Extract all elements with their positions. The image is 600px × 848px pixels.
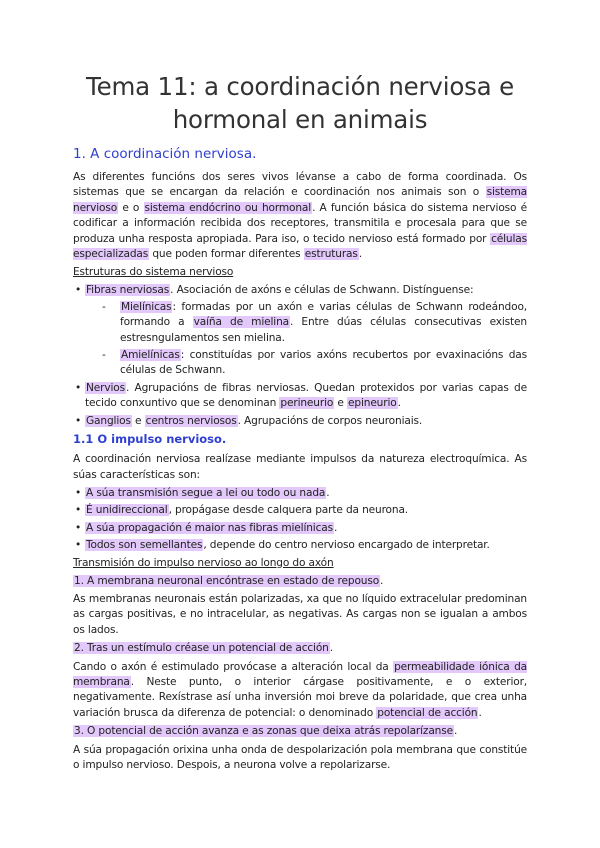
text: e (131, 414, 145, 427)
highlight: 3. O potencial de acción avanza e as zonas que deixa atrás repolarízanse (74, 725, 453, 738)
text: , depende do centro nervioso encargado de interpretar. (203, 539, 490, 552)
list-item (73, 381, 527, 412)
highlight: É unidireccional (86, 504, 168, 517)
text: . (478, 706, 482, 719)
step-3-paragraph: A súa propagación orixina unha onda de despolarización pola membrana que constitúe o impulso nervioso. Despois, a neurona volve a repolarizarse. (73, 743, 527, 771)
list-item (98, 348, 527, 379)
structures-list (73, 283, 527, 429)
step-2-paragraph (73, 660, 527, 722)
step-3-heading (73, 724, 527, 739)
text: . Asociación de axóns e células de Schwann. Distínguense: (170, 284, 474, 297)
text: Cando o axón é estimulado provócase a alteración local da (73, 660, 394, 673)
impulse-intro: A coordinación nerviosa realízase mediante impulsos da natureza electroquímica. As súas características son: (73, 453, 527, 481)
highlight: sistema nervioso (73, 186, 527, 214)
highlight: perineurio (280, 397, 334, 410)
highlight: Mielínicas (121, 300, 172, 313)
highlight: epineurio (348, 397, 397, 410)
list-item (73, 503, 527, 518)
list-item (73, 486, 527, 501)
structures-heading: Estruturas do sistema nervioso (73, 266, 234, 279)
text: . (397, 397, 401, 410)
text: . A función básica do sistema nervioso é codificar a información recibida dos receptores, transmitila e procesala para que se produza unha resposta apropiada. Para iso, o tecido nervioso está formado por (73, 201, 527, 245)
highlight: A súa transmisión segue a lei ou todo ou nada (86, 486, 326, 499)
step-1-paragraph: As membranas neuronais están polarizadas, xa que no líquido extracelular predominan as cargas positivas, e no intracelular, as negativas. As cargas non se igualan a ambos os lados. (73, 592, 527, 636)
highlight: Todos son semellantes (86, 539, 203, 552)
text: . (358, 248, 362, 261)
highlight: Ganglios (86, 414, 131, 427)
highlight: células especializadas (73, 232, 527, 261)
text: : constituídas por varios axóns recubertos por evaxinacións das células de Schwann. (120, 349, 527, 377)
text: e (334, 397, 348, 410)
list-item (73, 538, 527, 553)
text: . (380, 574, 384, 587)
highlight: potencial de acción (377, 706, 478, 719)
highlight: 2. Tras un estímulo créase un potencial de acción (74, 642, 329, 655)
text: . Neste punto, o interior cárgase positivamente, e o exterior, negativamente. Rexístrase así unha inversión moi breve da polaridade, que crea unha variación brusca da diferenza de potencial: o denominado (73, 675, 527, 719)
text: . (333, 521, 338, 534)
text: e o (118, 201, 144, 214)
intro-paragraph (73, 170, 527, 262)
highlight: vaíña de mielina (193, 316, 289, 329)
list-item (73, 414, 527, 429)
highlight: A súa propagación é maior nas fibras mielínicas (86, 521, 333, 534)
step-2-heading (73, 641, 527, 656)
list-item (73, 521, 527, 536)
highlight: Nervios (86, 381, 125, 394)
text: . (329, 642, 333, 655)
text: . Entre dúas células consecutivas existen estresngulamentos sen mielina. (120, 316, 527, 344)
highlight: permeabilidade iónica da membrana (73, 660, 527, 688)
highlight: Amielínicas (121, 349, 180, 362)
title-line-2: hormonal en animais (172, 105, 428, 134)
text: . Agrupacións de corpos neuroniais. (237, 414, 423, 427)
highlight: sistema endócrino ou hormonal (144, 201, 312, 214)
highlight: 1. A membrana neuronal encóntrase en estado de repouso (74, 574, 380, 587)
section-1-1-heading: 1.1 O impulso nervioso. (73, 432, 227, 447)
highlight: centros nerviosos (145, 414, 237, 427)
highlight: estruturas (304, 248, 358, 261)
text: . (326, 486, 330, 499)
list-item (73, 283, 527, 378)
section-1-heading: 1. A coordinación nerviosa. (73, 146, 257, 162)
highlight: Fibras nerviosas (86, 284, 170, 297)
list-item (98, 300, 527, 346)
text: . Agrupacións de fibras nerviosas. Quedan protexidos por varias capas de tecido conxuntivo que se denominan (85, 381, 527, 410)
title-line-1: Tema 11: a coordinación nerviosa e (86, 72, 514, 101)
text: . (454, 725, 458, 738)
impulse-characteristics-list (73, 486, 527, 554)
text: que poden formar diferentes (149, 248, 304, 261)
text: As diferentes funcións dos seres vivos lévanse a cabo de forma coordinada. Os sistemas que se encargan da relación e coordinación nos animais son o (73, 171, 527, 199)
transmission-heading: Transmisión do impulso nervioso ao longo do axón (73, 556, 334, 569)
step-1-heading (73, 574, 527, 589)
sub-list (85, 300, 527, 379)
text: , propágase desde calquera parte da neurona. (168, 504, 408, 517)
document-title (73, 70, 527, 136)
text: : formadas por un axón e varias células de Schwann rodeándoo, formando a (120, 300, 527, 329)
